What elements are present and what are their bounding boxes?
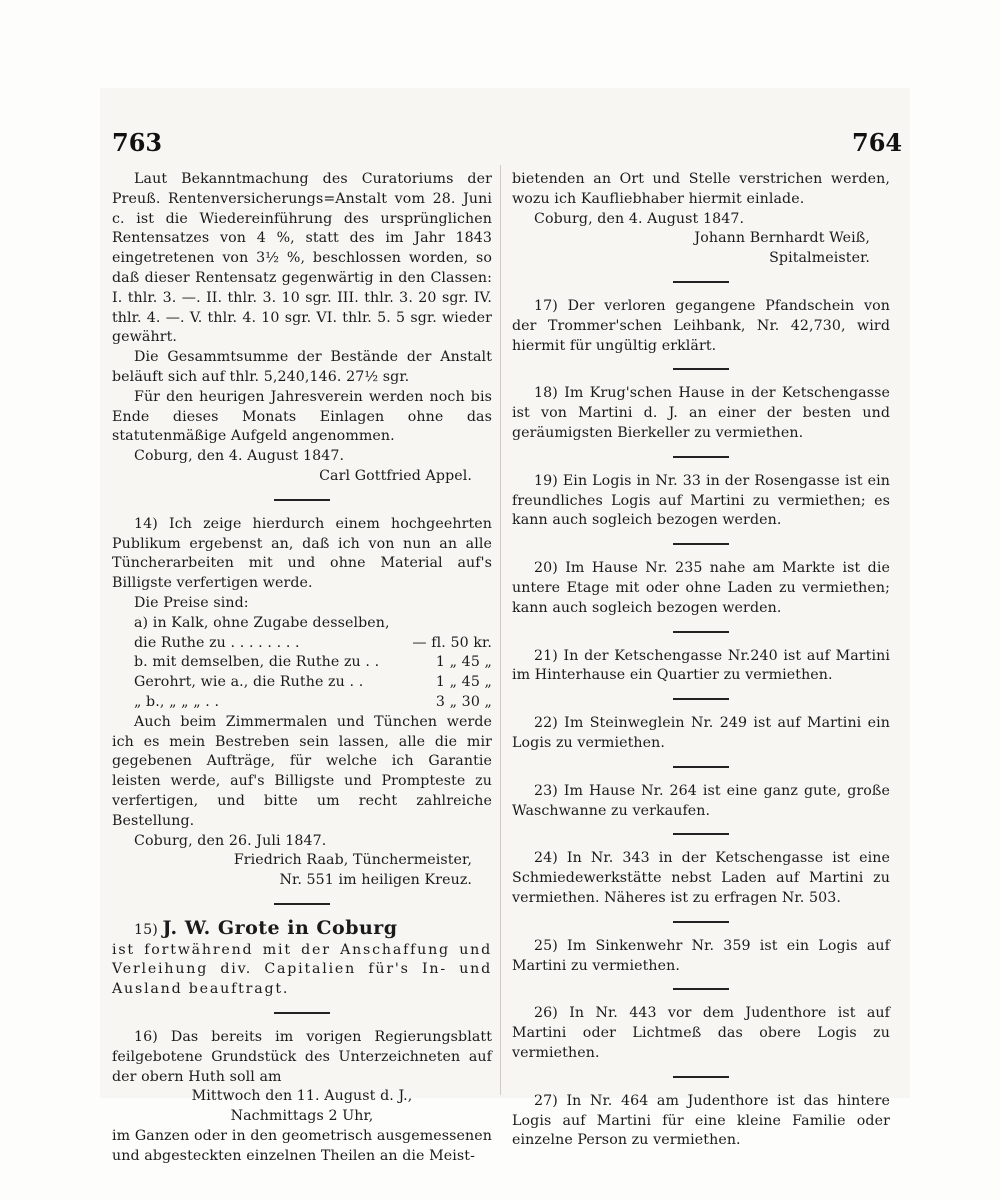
notice-19: 19) Ein Logis in Nr. 33 in der Rosengasse ist ein freundliches Logis auf Martini zu vermiethen; es kann auch sogleich bezogen werden. [512,472,890,529]
separator-rule [673,988,729,990]
price-row [112,653,492,673]
separator-rule [673,921,729,923]
price-label: a) in Kalk, ohne Zugabe desselben, [134,614,390,631]
prices-intro: Die Preise sind: [134,594,249,611]
auction-time: Nachmittags 2 Uhr, [230,1108,374,1125]
separator-rule [673,281,729,283]
notice-26: 26) In Nr. 443 vor dem Judenthore ist auf Martini oder Lichtmeß das obere Logis zu vermiethen. [512,1005,890,1061]
price-label: b. mit demselben, die Ruthe zu . . [134,654,380,671]
notice-date: Coburg, den 4. August 1847. [534,210,745,227]
notice-signature: Spitalmeister. [769,250,870,267]
notice-paragraph: im Ganzen oder in den geometrisch ausgemessenen und abgesteckten einzelnen Theilen an die Meist- [112,1128,492,1164]
separator-rule [673,833,729,835]
notice-date: Coburg, den 26. Juli 1847. [134,832,327,849]
separator-rule [673,766,729,768]
price-label: „ b., „ „ „ . . [134,693,220,710]
notice-paragraph: ist fortwährend mit der Anschaffung und Verleihung div. Capitalien für's In- und Ausland beauftragt. [112,941,492,998]
notice-20: 20) Im Hause Nr. 235 nahe am Markte ist die untere Etage mit oder ohne Laden zu vermiethen; kann auch sogleich bezogen werden. [512,560,890,616]
page-number-left: 763 [112,128,163,157]
notice-date: Coburg, den 4. August 1847. [134,448,345,465]
price-row [112,634,492,654]
price-row [112,693,492,713]
price-row [112,614,492,634]
notice-paragraph: 14) Ich zeige hierdurch einem hochgeehrten Publikum ergebenst an, daß ich von nun an alle Tüncherarbeiten mit und ohne Material auf's Billigste verfertigen werde. [112,515,492,592]
notice-paragraph: Auch beim Zimmermalen und Tünchen werde ich es mein Bestreben sein lassen, alle die mir gegebenen Aufträge, für welche ich Garantie leisten werde, auf's Billigste und Prompteste zu verfertigen, und bitte um recht zahlreiche Bestellung. [112,713,492,829]
separator-rule [673,456,729,458]
right-column [512,170,890,1151]
notice-paragraph: bietenden an Ort und Stelle verstrichen werden, wozu ich Kaufliebhaber hiermit einlade. [512,171,890,207]
notice-21: 21) In der Ketschengasse Nr.240 ist auf Martini im Hinterhause ein Quartier zu vermiethen. [512,647,890,684]
notice-25: 25) Im Sinkenwehr Nr. 359 ist ein Logis auf Martini zu vermiethen. [512,937,890,974]
separator-rule [673,368,729,370]
column-divider [500,165,501,1095]
notice-paragraph: 16) Das bereits im vorigen Regierungsblatt feilgebotene Grundstück des Unterzeichneten auf der obern Huth soll am [112,1029,492,1085]
separator-rule [673,631,729,633]
notice-paragraph: Für den heurigen Jahresverein werden noch bis Ende dieses Monats Einlagen ohne das statutenmäßige Aufgeld angenommen. [112,388,492,445]
notice-14 [112,515,492,891]
auction-date: Mittwoch den 11. August d. J., [191,1088,413,1105]
notice-27: 27) In Nr. 464 am Judenthore ist das hintere Logis auf Martini für eine kleine Familie oder einzelne Person zu vermiethen. [512,1092,890,1149]
separator-rule [274,499,330,501]
notice-curatorium [112,170,492,487]
notice-paragraph: Die Gesammtsumme der Bestände der Anstalt beläuft sich auf thlr. 5,240,146. 27½ sgr. [112,349,492,385]
price-value: 1 „ 45 „ [435,674,492,691]
price-value: 3 „ 30 „ [435,693,492,710]
left-column [112,170,492,1167]
separator-rule [274,903,330,905]
notice-signature: Carl Gottfried Appel. [319,467,472,484]
notice-headline: J. W. Grote in Coburg [162,916,398,939]
notice-23: 23) Im Hause Nr. 264 ist eine ganz gute, große Waschwanne zu verkaufen. [512,782,890,819]
price-value: — fl. 50 kr. [412,634,492,651]
separator-rule [673,698,729,700]
notice-number: 15) [134,921,158,938]
price-row [112,673,492,693]
separator-rule [673,543,729,545]
notice-24: 24) In Nr. 343 in der Ketschengasse ist eine Schmiedewerkstätte nebst Laden auf Martini zu vermiethen. Näheres ist zu erfragen Nr. 503. [512,850,890,906]
notice-headline-line [112,916,492,941]
notice-22: 22) Im Steinweglein Nr. 249 ist auf Martini ein Logis zu vermiethen. [512,715,890,751]
notice-signature: Nr. 551 im heiligen Kreuz. [279,872,472,889]
separator-rule [274,1012,330,1014]
notice-paragraph: Laut Bekanntmachung des Curatoriums der Preuß. Rentenversicherungs=Anstalt vom 28. Juni c. ist die Wiedereinführung des ursprünglichen Rentensatzes von 4 %, statt des im Jahr 1843 eingetretenen von 3½ %, beschlossen worden, so daß dieser Rentensatz gegenwärtig in den Classen: I. thlr. 3. —. II. thlr. 3. 10 sgr. III. thlr. 3. 20 sgr. IV. thlr. 4. —. V. thlr. 4. 10 sgr. VI. thlr. 5. 5 sgr. wieder gewährt. [112,171,492,346]
price-list [112,614,492,713]
notice-18: 18) Im Krug'schen Hause in der Ketschengasse ist von Martini d. J. an einer der besten und geräumigsten Bierkeller zu vermiethen. [512,385,890,441]
notice-16 [112,1028,492,1167]
notice-signature: Johann Bernhardt Weiß, [694,230,870,247]
notice-signature: Friedrich Raab, Tünchermeister, [233,852,472,869]
price-value: 1 „ 45 „ [435,654,492,671]
notice-15 [112,916,492,1000]
price-value [402,614,492,634]
page-number-right: 764 [852,128,903,157]
price-label: Gerohrt, wie a., die Ruthe zu . . [134,674,364,691]
price-label: die Ruthe zu . . . . . . . . [134,634,300,651]
separator-rule [673,1076,729,1078]
notice-16-continued [512,170,890,269]
notice-17: 17) Der verloren gegangene Pfandschein von der Trommer'schen Leihbank, Nr. 42,730, wird hiermit für ungültig erklärt. [512,297,890,354]
